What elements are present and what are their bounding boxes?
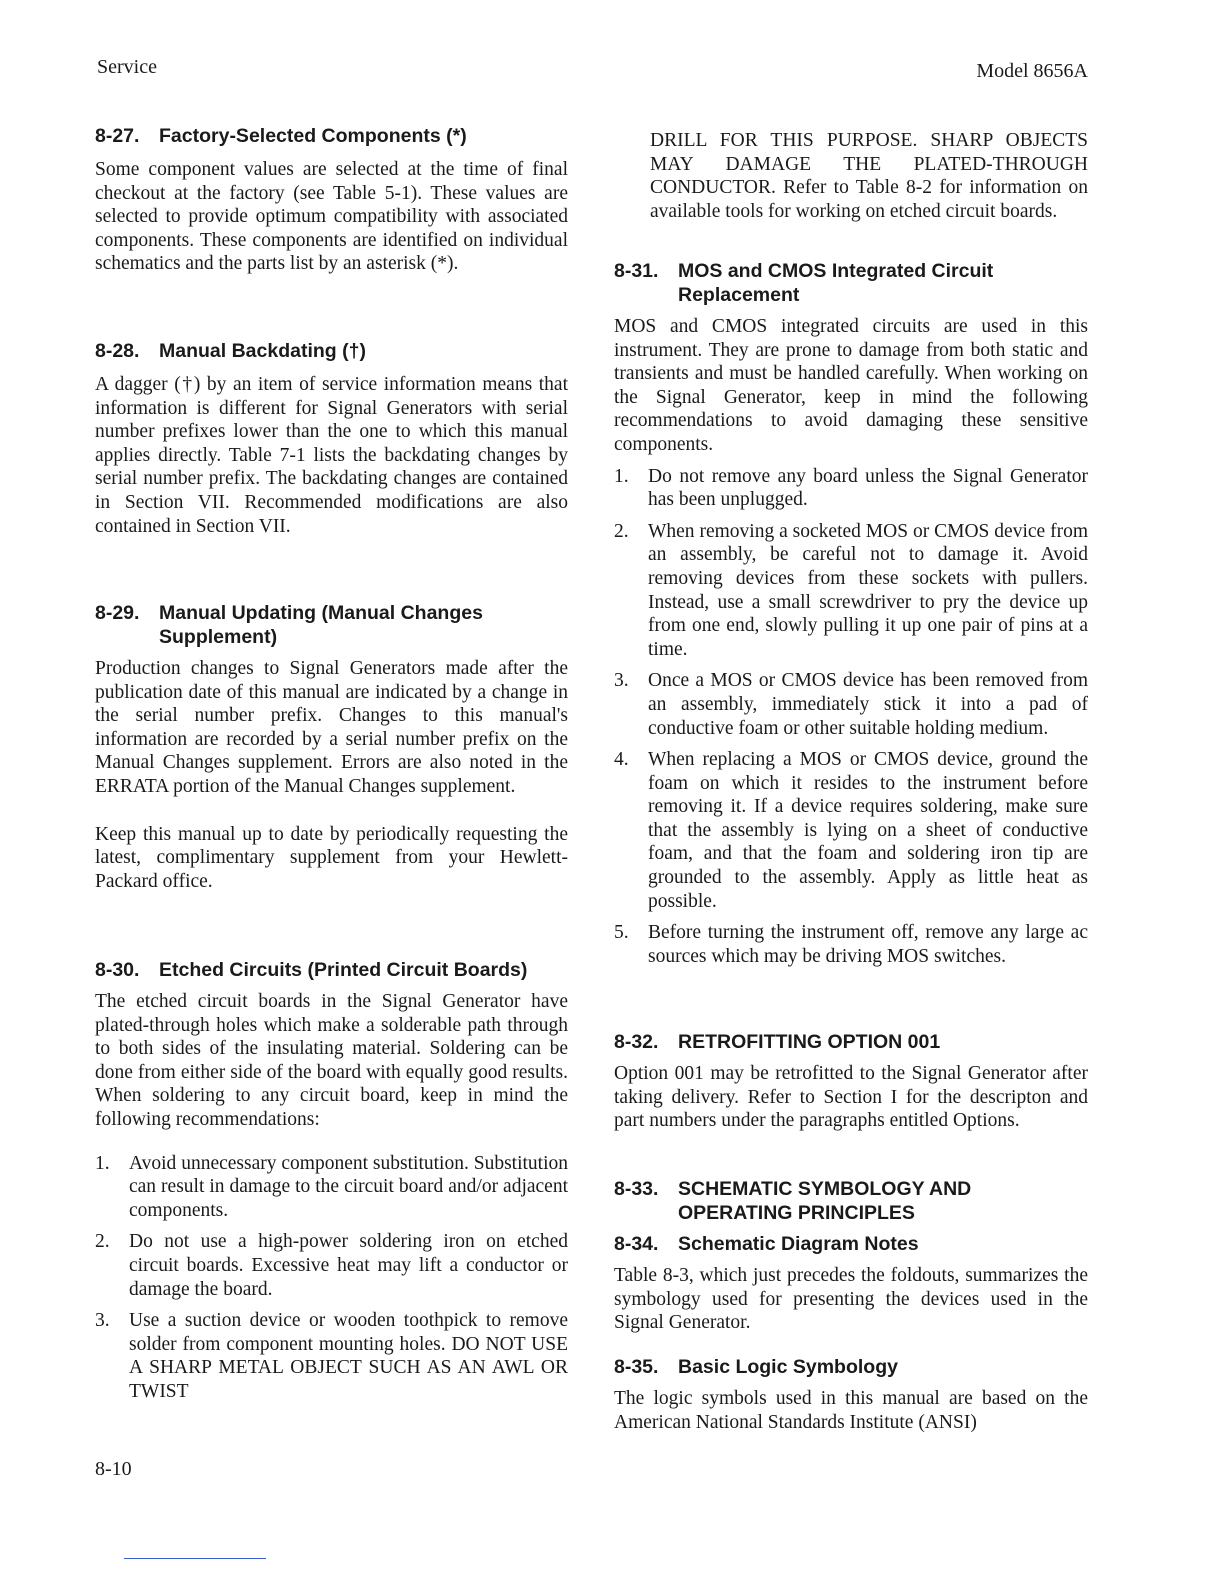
section-title: Manual Updating (Manual Changes Supplement) <box>159 602 483 648</box>
header-model-label: Model 8656A <box>976 60 1088 82</box>
section-number: 8-28. <box>95 340 140 362</box>
paragraph: Keep this manual up to date by periodically requesting the latest, complimentary supplement from your Hewlett-Packard office. <box>95 823 568 892</box>
paragraph: Production changes to Signal Generators made after the publication date of this manual are indicated by a change in the serial number prefix. Changes to this manual's information are recorded by a serial number prefix on the Manual Changes supplement. Errors are also noted in the ERRATA portion of the Manual Changes supplement. <box>95 658 568 797</box>
section-number: 8-33. <box>614 1178 659 1200</box>
paragraph: Table 8-3, which just precedes the foldouts, summarizes the symbology used for presenting the devices used in the Signal Generator. <box>614 1265 1088 1334</box>
list-item <box>614 669 1088 740</box>
section-8-32 <box>614 1030 1088 1133</box>
list-item-number: 2. <box>614 520 629 542</box>
list-item-number: 1. <box>614 465 629 487</box>
list-item <box>614 748 1088 913</box>
section-number: 8-35. <box>614 1356 659 1378</box>
section-heading <box>95 124 568 148</box>
section-8-29 <box>95 601 568 893</box>
list-item-text: Use a suction device or wooden toothpick to remove solder from component mounting holes. DO NOT USE A SHARP METAL OBJECT SUCH AS AN AWL OR TWIST <box>129 1310 568 1402</box>
list-item-text: Do not use a high-power soldering iron on etched circuit boards. Excessive heat may lift a conductor or damage the board. <box>129 1231 568 1300</box>
paragraph: Option 001 may be retrofitted to the Signal Generator after taking delivery. Refer to Section I for the descripton and part numbers under the paragraphs entitled Options. <box>614 1063 1088 1132</box>
section-heading <box>614 1355 1088 1379</box>
section-title: Basic Logic Symbology <box>678 1356 898 1378</box>
section-number: 8-29. <box>95 602 140 624</box>
paragraph: MOS and CMOS integrated circuits are used in this instrument. They are prone to damage from both static and transients and must be handled carefully. When working on the Signal Generator, keep in mind the following recommendations to avoid damaging these sensitive components. <box>614 316 1088 455</box>
section-number: 8-27. <box>95 125 140 147</box>
section-title: RETROFITTING OPTION 001 <box>678 1031 941 1053</box>
list-item <box>95 1152 568 1223</box>
section-8-35 <box>614 1355 1088 1434</box>
section-heading <box>614 1030 1088 1054</box>
list-item <box>614 520 1088 662</box>
list-item-text: Once a MOS or CMOS device has been removed from an assembly, immediately stick it into a pad of conductive foam or other suitable holding medium. <box>648 670 1088 739</box>
section-heading <box>95 958 568 982</box>
section-title: Factory-Selected Components (*) <box>159 125 467 147</box>
list-item-number: 5. <box>614 922 629 944</box>
section-title: Schematic Diagram Notes <box>678 1233 919 1255</box>
section-title: Etched Circuits (Printed Circuit Boards) <box>159 959 528 981</box>
section-number: 8-32. <box>614 1031 659 1053</box>
paragraph: A dagger (†) by an item of service information means that information is different for Signal Generators with serial number prefixes lower than the one to which this manual applies directly. Table 7-1 lists the backdating changes by serial number prefix. The backdating changes are contained in Section VII. Recommended modifications are also contained in Section VII. <box>95 374 568 537</box>
paragraph: Some component values are selected at the time of final checkout at the factory (see Table 5-1). These values are selected to provide optimum compatibility with associated components. These components are identified on individual schematics and the parts list by an asterisk (*). <box>95 159 568 275</box>
section-number: 8-30. <box>95 959 140 981</box>
paragraph: The logic symbols used in this manual are based on the American National Standards Institute (ANSI) <box>614 1388 1088 1433</box>
section-8-34 <box>614 1232 1088 1335</box>
paragraph: DRILL FOR THIS PURPOSE. SHARP OBJECTS MAY DAMAGE THE PLATED-THROUGH CONDUCTOR. Refer to Table 8-2 for information on available tools for working on etched circuit boards. <box>650 130 1088 222</box>
list-item-number: 1. <box>95 1152 110 1174</box>
list-item-number: 4. <box>614 749 629 771</box>
section-heading <box>614 1232 1088 1256</box>
list-item-number: 2. <box>95 1231 110 1253</box>
section-number: 8-31. <box>614 260 659 282</box>
paragraph: The etched circuit boards in the Signal Generator have plated-through holes which make a solderable path through to both sides of the insulating material. Soldering can be done from either side of the board with equally good results. When soldering to any circuit board, keep in mind the following recommendations: <box>95 991 568 1130</box>
section-8-28 <box>95 339 568 538</box>
list-item-text: When removing a socketed MOS or CMOS device from an assembly, be careful not to damage it. Avoid removing devices from these sockets with pullers. Instead, use a small screwdriver to pry the device up from one end, slowly pulling it up one pair of pins at a time. <box>648 520 1088 660</box>
section-8-31 <box>614 259 1088 968</box>
section-8-27 <box>95 124 568 276</box>
section-title: SCHEMATIC SYMBOLOGY AND OPERATING PRINCIPLES <box>678 1178 972 1224</box>
list-item <box>614 465 1088 512</box>
recommendation-list <box>95 1152 568 1404</box>
section-heading <box>95 339 568 363</box>
list-item-text: When replacing a MOS or CMOS device, ground the foam on which it resides to the instrument before removing it. If a device requires soldering, make sure that the assembly is lying on a sheet of conductive foam, and that the foam and soldering iron tip are grounded to the assembly. Apply as little heat as possible. <box>648 749 1088 912</box>
section-title: MOS and CMOS Integrated Circuit Replacement <box>678 260 994 306</box>
page-number: 8-10 <box>95 1458 132 1480</box>
list-item-text: Do not remove any board unless the Signal Generator has been unplugged. <box>648 465 1088 511</box>
section-8-30-continued <box>614 129 1088 223</box>
section-8-30 <box>95 958 568 1404</box>
list-item-text: Before turning the instrument off, remove any large ac sources which may be driving MOS switches. <box>648 922 1088 967</box>
header-section-label: Service <box>97 56 157 78</box>
section-number: 8-34. <box>614 1233 659 1255</box>
section-heading <box>95 601 568 649</box>
list-item-text: Avoid unnecessary component substitution. Substitution can result in damage to the circuit board and/or adjacent components. <box>129 1152 568 1221</box>
list-item-number: 3. <box>614 670 629 692</box>
list-item <box>614 921 1088 968</box>
section-heading <box>614 1177 1088 1225</box>
section-title: Manual Backdating (†) <box>159 340 366 362</box>
list-item <box>95 1230 568 1301</box>
section-8-33 <box>614 1177 1088 1225</box>
section-heading <box>614 259 1088 307</box>
list-item <box>95 1309 568 1403</box>
recommendation-list <box>614 465 1088 969</box>
footer-rule <box>124 1558 266 1559</box>
list-item-number: 3. <box>95 1310 110 1332</box>
